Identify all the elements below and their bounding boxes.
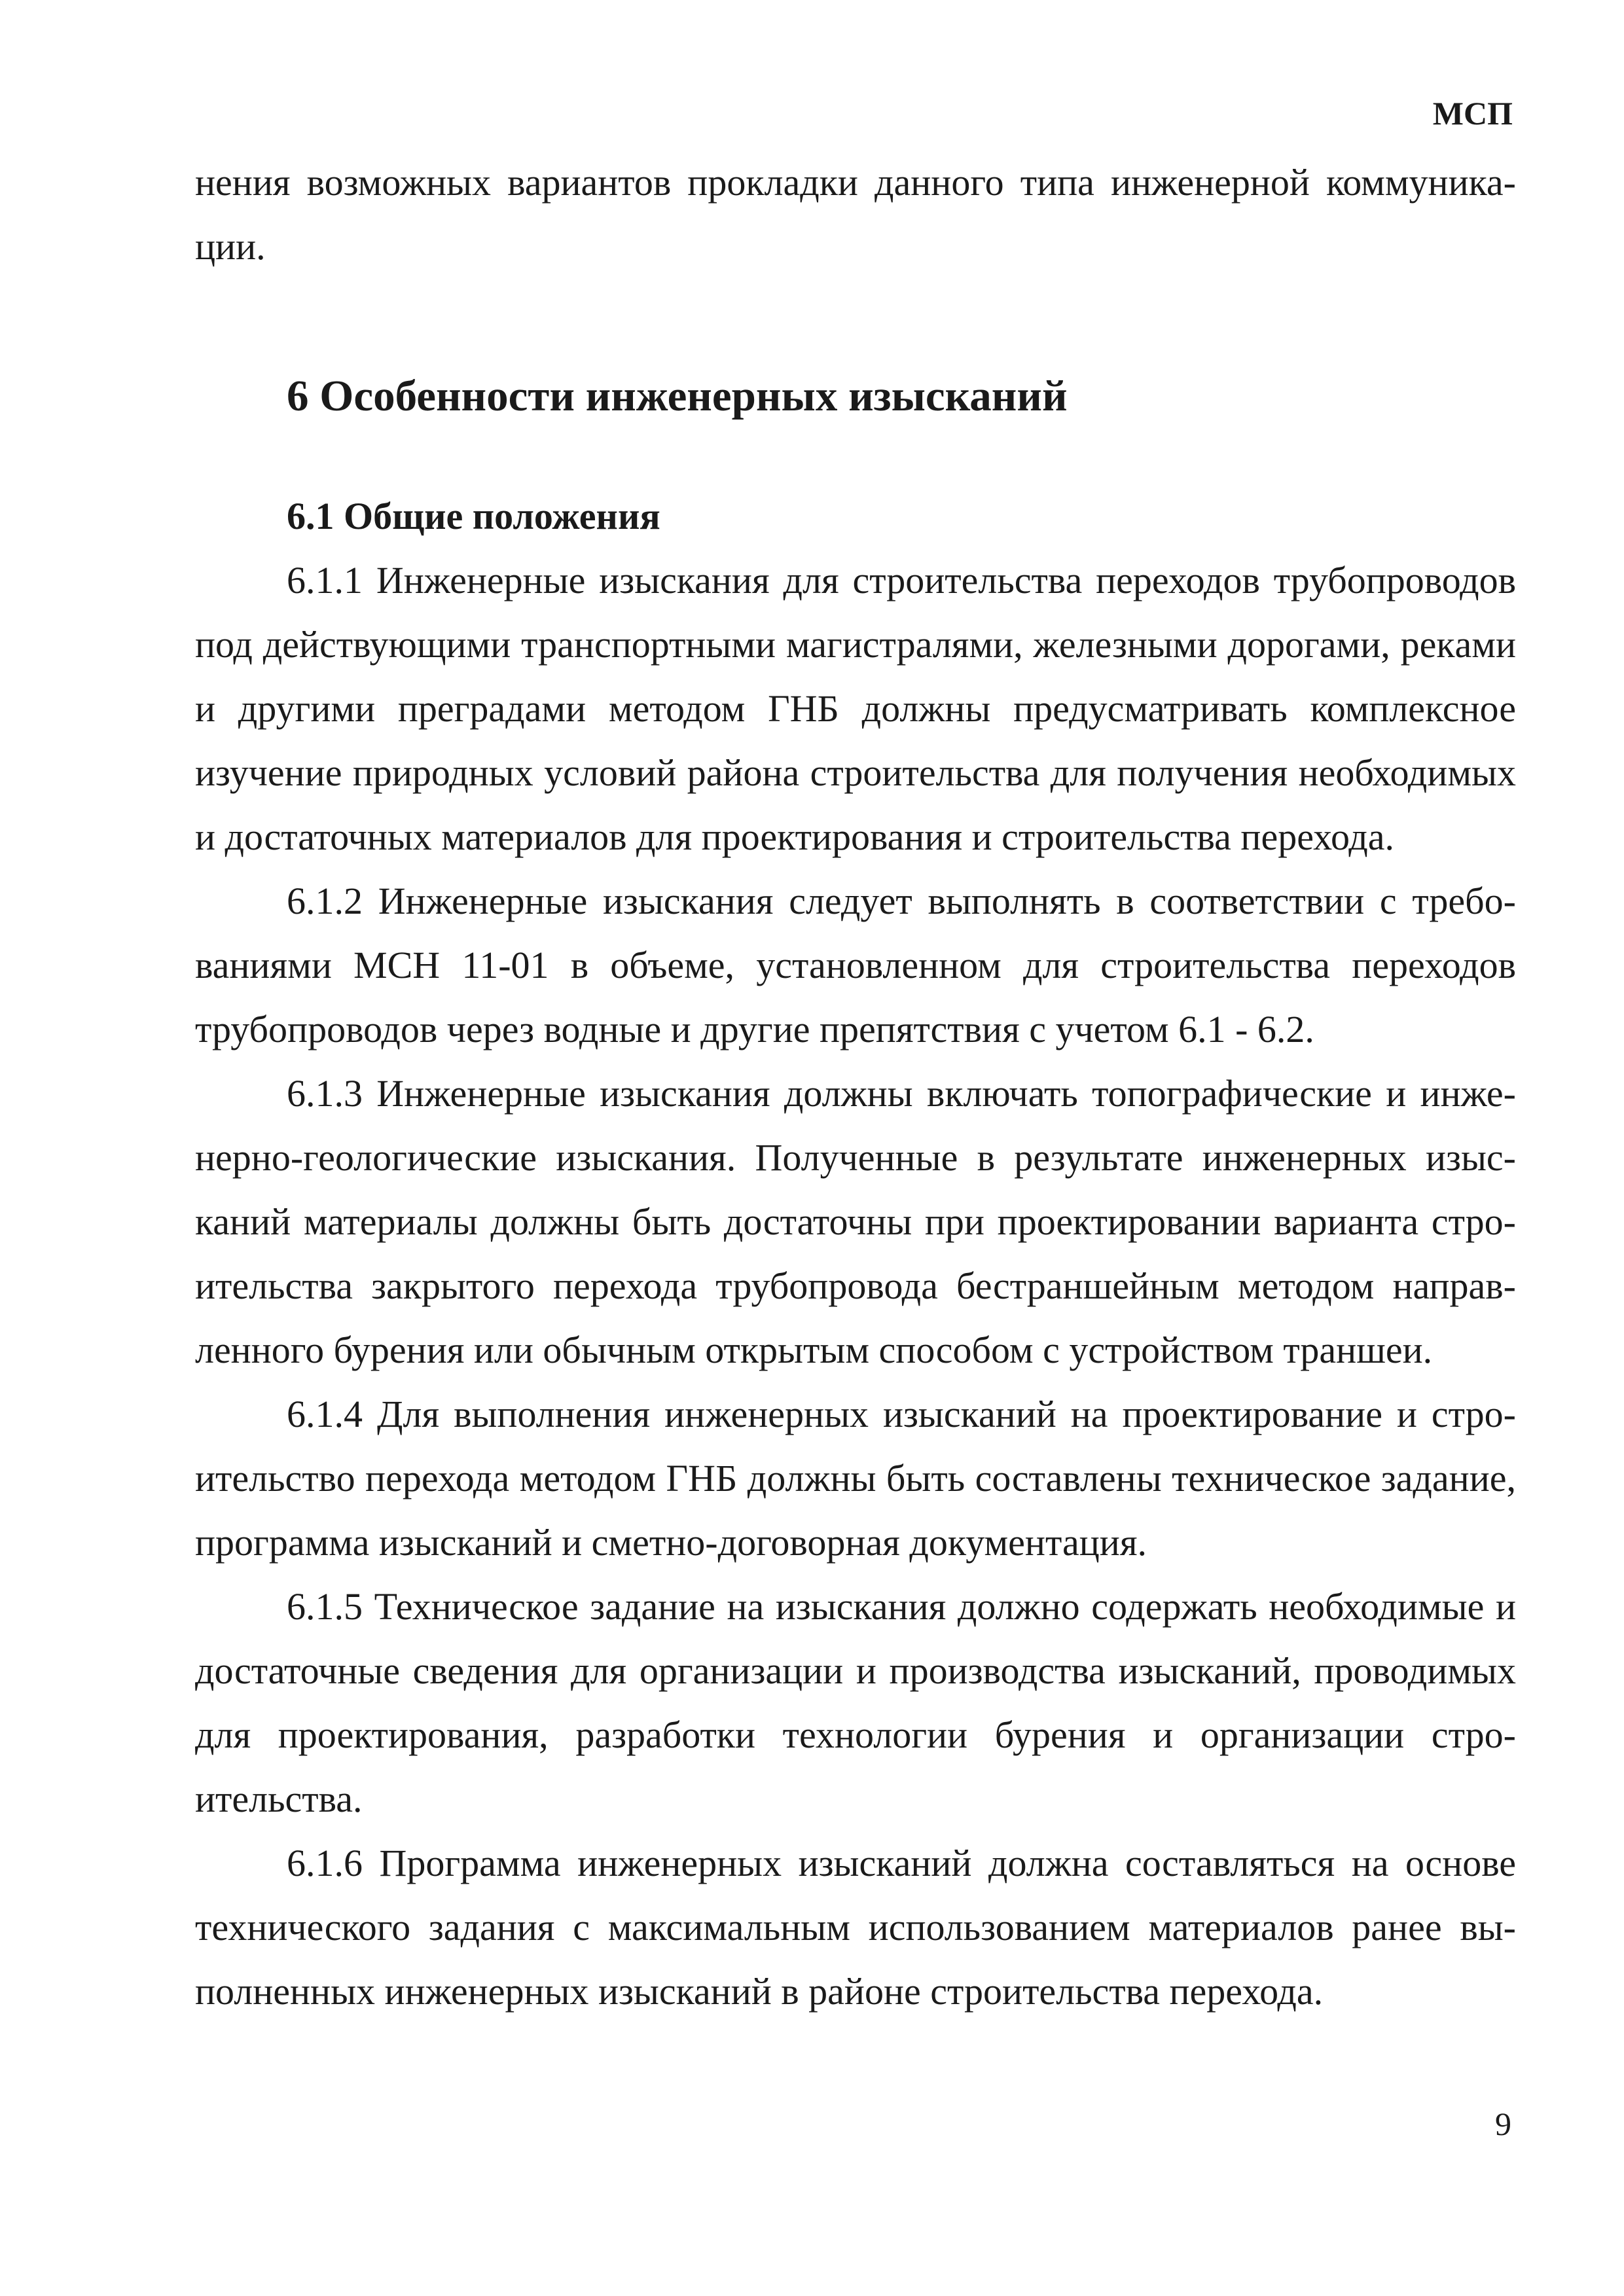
page-number: 9	[1495, 2106, 1511, 2142]
document-code-header: МСП	[1432, 95, 1513, 132]
paragraph-6-1-3: 6.1.3 Инженерные изыскания должны включать топографические и инженерно-геологические изыскания. Полученные в результате инженерных изысканий материалы должны быть достаточны при проектировании варианта строительства закрытого перехода трубопровода бестраншейным методом направленного бурения или обычным открытым способом с устройством траншеи.	[195, 1072, 1516, 1371]
paragraph-6-1-1: 6.1.1 Инженерные изыскания для строительства переходов трубопроводов под действующими транспортными магистралями, железными дорогами, рекaми и другими преградами методом ГНБ должны предусматривать комплексное изучение природных условий района строительства для получения необходимых и достаточных материалов для проектирования и строительства перехода.	[195, 559, 1516, 858]
section-title: 6 Особенности инженерных изысканий	[287, 372, 1068, 420]
page-content	[195, 151, 1516, 2024]
continuation-paragraph: нения возможных вариантов прокладки данного типа инженерной коммуникации.	[195, 161, 1516, 268]
subsection-title: 6.1 Общие положения	[287, 495, 660, 537]
paragraph-6-1-6: 6.1.6 Программа инженерных изысканий должна составляться на основе технического задания с максимальным использованием материалов ранее выполненных инженерных изысканий в районе строительства перехода.	[195, 1842, 1516, 2013]
paragraph-6-1-5: 6.1.5 Техническое задание на изыскания должно содержать необходимые и достаточные сведения для организации и производства изысканий, проводимых для проектирования, разработки технологии бурения и организации строительства.	[195, 1585, 1516, 1820]
paragraph-6-1-2: 6.1.2 Инженерные изыскания следует выполнять в соответствии с требованиями МСН 11-01 в объеме, установленном для строительства переходов трубопроводов через водные и другие препятствия с учетом 6.1 - 6.2.	[195, 880, 1516, 1050]
paragraph-6-1-4: 6.1.4 Для выполнения инженерных изысканий на проектирование и строительство перехода методом ГНБ должны быть составлены техническое задание, программа изысканий и сметно-договорная документация.	[195, 1393, 1516, 1564]
